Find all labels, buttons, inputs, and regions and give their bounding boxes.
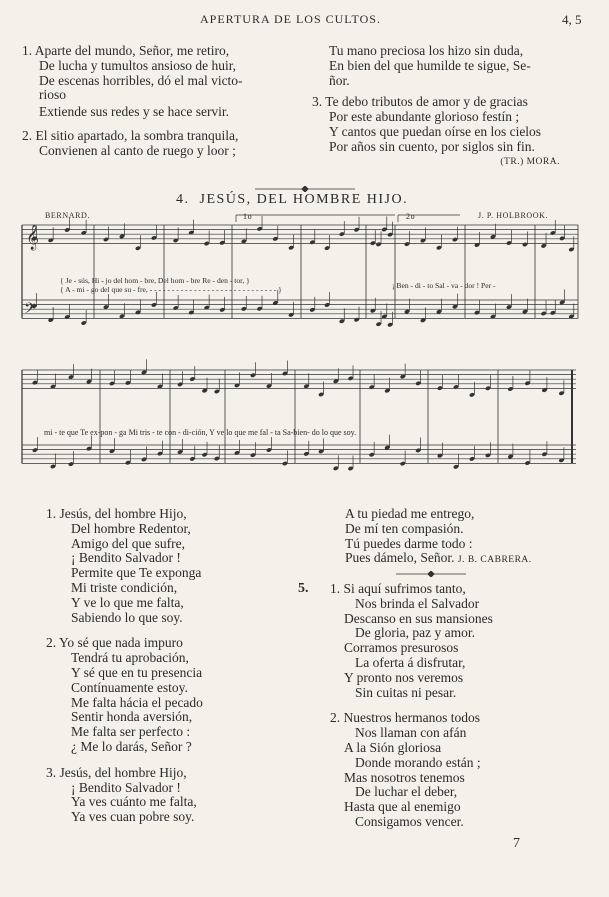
verse-line: Descanso en sus mansiones <box>344 610 493 626</box>
stanza <box>46 766 306 825</box>
verse-line: Permite que Te exponga <box>71 565 202 581</box>
verse-line: Te debo tributos de amor y de gracias <box>325 94 528 110</box>
verse-line: ñor. <box>329 72 350 88</box>
verse-line: Si aquí sufrimos tanto, <box>343 581 466 596</box>
composer-name: J. P. HOLBROOK. <box>478 211 549 220</box>
verse-line: Por este abundante glorioso festín ; <box>329 109 520 125</box>
verse-line: Nuestros hermanos todos <box>343 710 480 726</box>
verse-line: En bien del que humilde te sigue, Se- <box>329 57 531 73</box>
first-ending-label: 1o <box>243 212 253 221</box>
verse-number: 1. <box>330 581 341 596</box>
stanza <box>46 636 306 754</box>
verse-line: ¡ Bendito Salvador ! <box>71 550 181 566</box>
verse-line: Nos brinda el Salvador <box>355 595 480 611</box>
treble-clef-icon: 𝄞 <box>26 225 40 250</box>
verse-line: La oferta á disfrutar, <box>355 654 466 670</box>
verse-line: Me falta ser perfecto : <box>71 724 191 740</box>
verse-line: Donde morando están ; <box>355 754 481 770</box>
verse-line: Y ve lo que me falta, <box>71 594 184 610</box>
verse-line: A tu piedad me entrego, <box>345 506 475 521</box>
verse-line: Y pronto nos veremos <box>344 669 464 685</box>
lyrics-line: mi - te que Te ex-pon - ga Mi tris - te con - di-ción, Y ve lo que me fal - ta Sa-bien- do lo que soy. <box>44 428 357 437</box>
verse-number: 1. <box>46 506 57 521</box>
ornament-rule <box>396 571 466 577</box>
verse-number: 3. <box>312 94 323 110</box>
stanza <box>46 507 306 625</box>
verse-line: Amigo del que sufre, <box>71 535 185 551</box>
verse-line: Me falta hácia el pecado <box>71 694 203 710</box>
lyrics-line: { Je - sús, Hi - jo del hom - bre, Del hom - bre Re - den - tor, } <box>60 276 250 285</box>
verse-line: Tu mano preciosa los hizo sin duda, <box>329 43 524 58</box>
verse-line: Pues dámelo, Señor. <box>345 550 455 566</box>
verse-line: ¿ Me lo darás, Señor ? <box>71 738 192 754</box>
verse-line: Corramos presurosos <box>344 640 459 656</box>
verse-line: ¡ Bendito Salvador ! <box>71 779 181 795</box>
verse-line: Ya ves cuánto me falta, <box>71 794 197 810</box>
bass-clef-icon: 𝄢 <box>24 300 36 321</box>
verse-line: De mí ten compasión. <box>345 520 464 536</box>
verse-line: Y sé que en tu presencia <box>71 664 203 680</box>
verse-line: Ya ves cuan pobre soy. <box>71 809 195 825</box>
stanza <box>330 582 600 700</box>
verse-line: A la Sión gloriosa <box>344 739 442 755</box>
verse-line: Hasta que al enemigo <box>344 799 461 815</box>
verse-line: Jesús, del hombre Hijo, <box>59 764 187 780</box>
hymn-stanzas-right <box>345 507 605 568</box>
verse-number: 2. <box>330 710 341 726</box>
hymn-title: JESÚS, DEL HOMBRE HIJO. <box>199 192 409 207</box>
verse-line: Tú puedes darme todo : <box>345 535 473 551</box>
translator-attribution: (TR.) MORA. <box>500 156 560 167</box>
second-ending-label: 2o <box>406 212 416 221</box>
verse-line: Por años sin cuento, por siglos sin fin. <box>329 138 535 154</box>
verse-line: Consigamos vencer. <box>355 813 464 829</box>
verse-line: De lucha y tumultos ansioso de huir, <box>39 57 237 73</box>
verse-line: Contínuamente estoy. <box>71 679 188 695</box>
verse-line: Y cantos que puedan oírse en los cielos <box>329 123 542 139</box>
verse-number: 2. <box>46 635 57 651</box>
author-attribution: J. B. CABRERA. <box>457 555 532 566</box>
verse-number: 1. <box>22 43 33 58</box>
verse-line: Convienen al canto de ruego y loor ; <box>39 142 236 158</box>
lyrics-line: { A - mi - go del que su - fre, - - - - - - - - - - - - - - - - - - - - - - - - - - - - - } <box>60 285 282 294</box>
verse-line: De luchar el deber, <box>355 784 458 800</box>
verse-line: Nos llaman con afán <box>355 725 467 741</box>
verse-line: Del hombre Redentor, <box>71 520 191 536</box>
verse-line: Yo sé que nada impuro <box>59 635 183 651</box>
running-header-page-numbers: 4, 5 <box>562 12 582 27</box>
verse-line: Sentir honda aversión, <box>71 709 193 725</box>
hymn5-stanzas <box>330 582 600 830</box>
verse-line: Tendrá tu aprobación, <box>71 650 189 666</box>
lyrics-line: ¡ Ben - di - to Sal - va - dor ! Per - <box>392 281 496 290</box>
running-header-title: APERTURA DE LOS CULTOS. <box>200 12 381 26</box>
verse-line: rioso <box>39 87 66 103</box>
verse-line: De escenas horribles, dó el mal victo- <box>39 72 243 88</box>
verse-line: Jesús, del hombre Hijo, <box>59 506 187 521</box>
verse-line: El sitio apartado, la sombra tranquila, <box>35 127 239 143</box>
hymn-stanzas-left <box>46 507 306 825</box>
verse-line: De gloria, paz y amor. <box>355 625 475 641</box>
verse-line: Mi triste condición, <box>71 579 178 595</box>
verse-line: Sin cuitas ni pesar. <box>355 684 457 700</box>
verse-line: Aparte del mundo, Señor, me retiro, <box>34 43 230 58</box>
hymn-number: 5. <box>298 581 309 596</box>
verse-number: 3. <box>46 764 57 780</box>
page-number: 7 <box>513 836 520 851</box>
verse-line: Extiende sus redes y se hace servir. <box>39 104 230 120</box>
stanza <box>330 711 600 829</box>
tune-name: BERNARD. <box>45 211 91 220</box>
verse-line: Mas nosotros tenemos <box>344 769 465 785</box>
hymn-number: 4. <box>176 192 190 207</box>
verse-line: Sabiendo lo que soy. <box>71 609 183 625</box>
verse-number: 2. <box>22 127 33 143</box>
